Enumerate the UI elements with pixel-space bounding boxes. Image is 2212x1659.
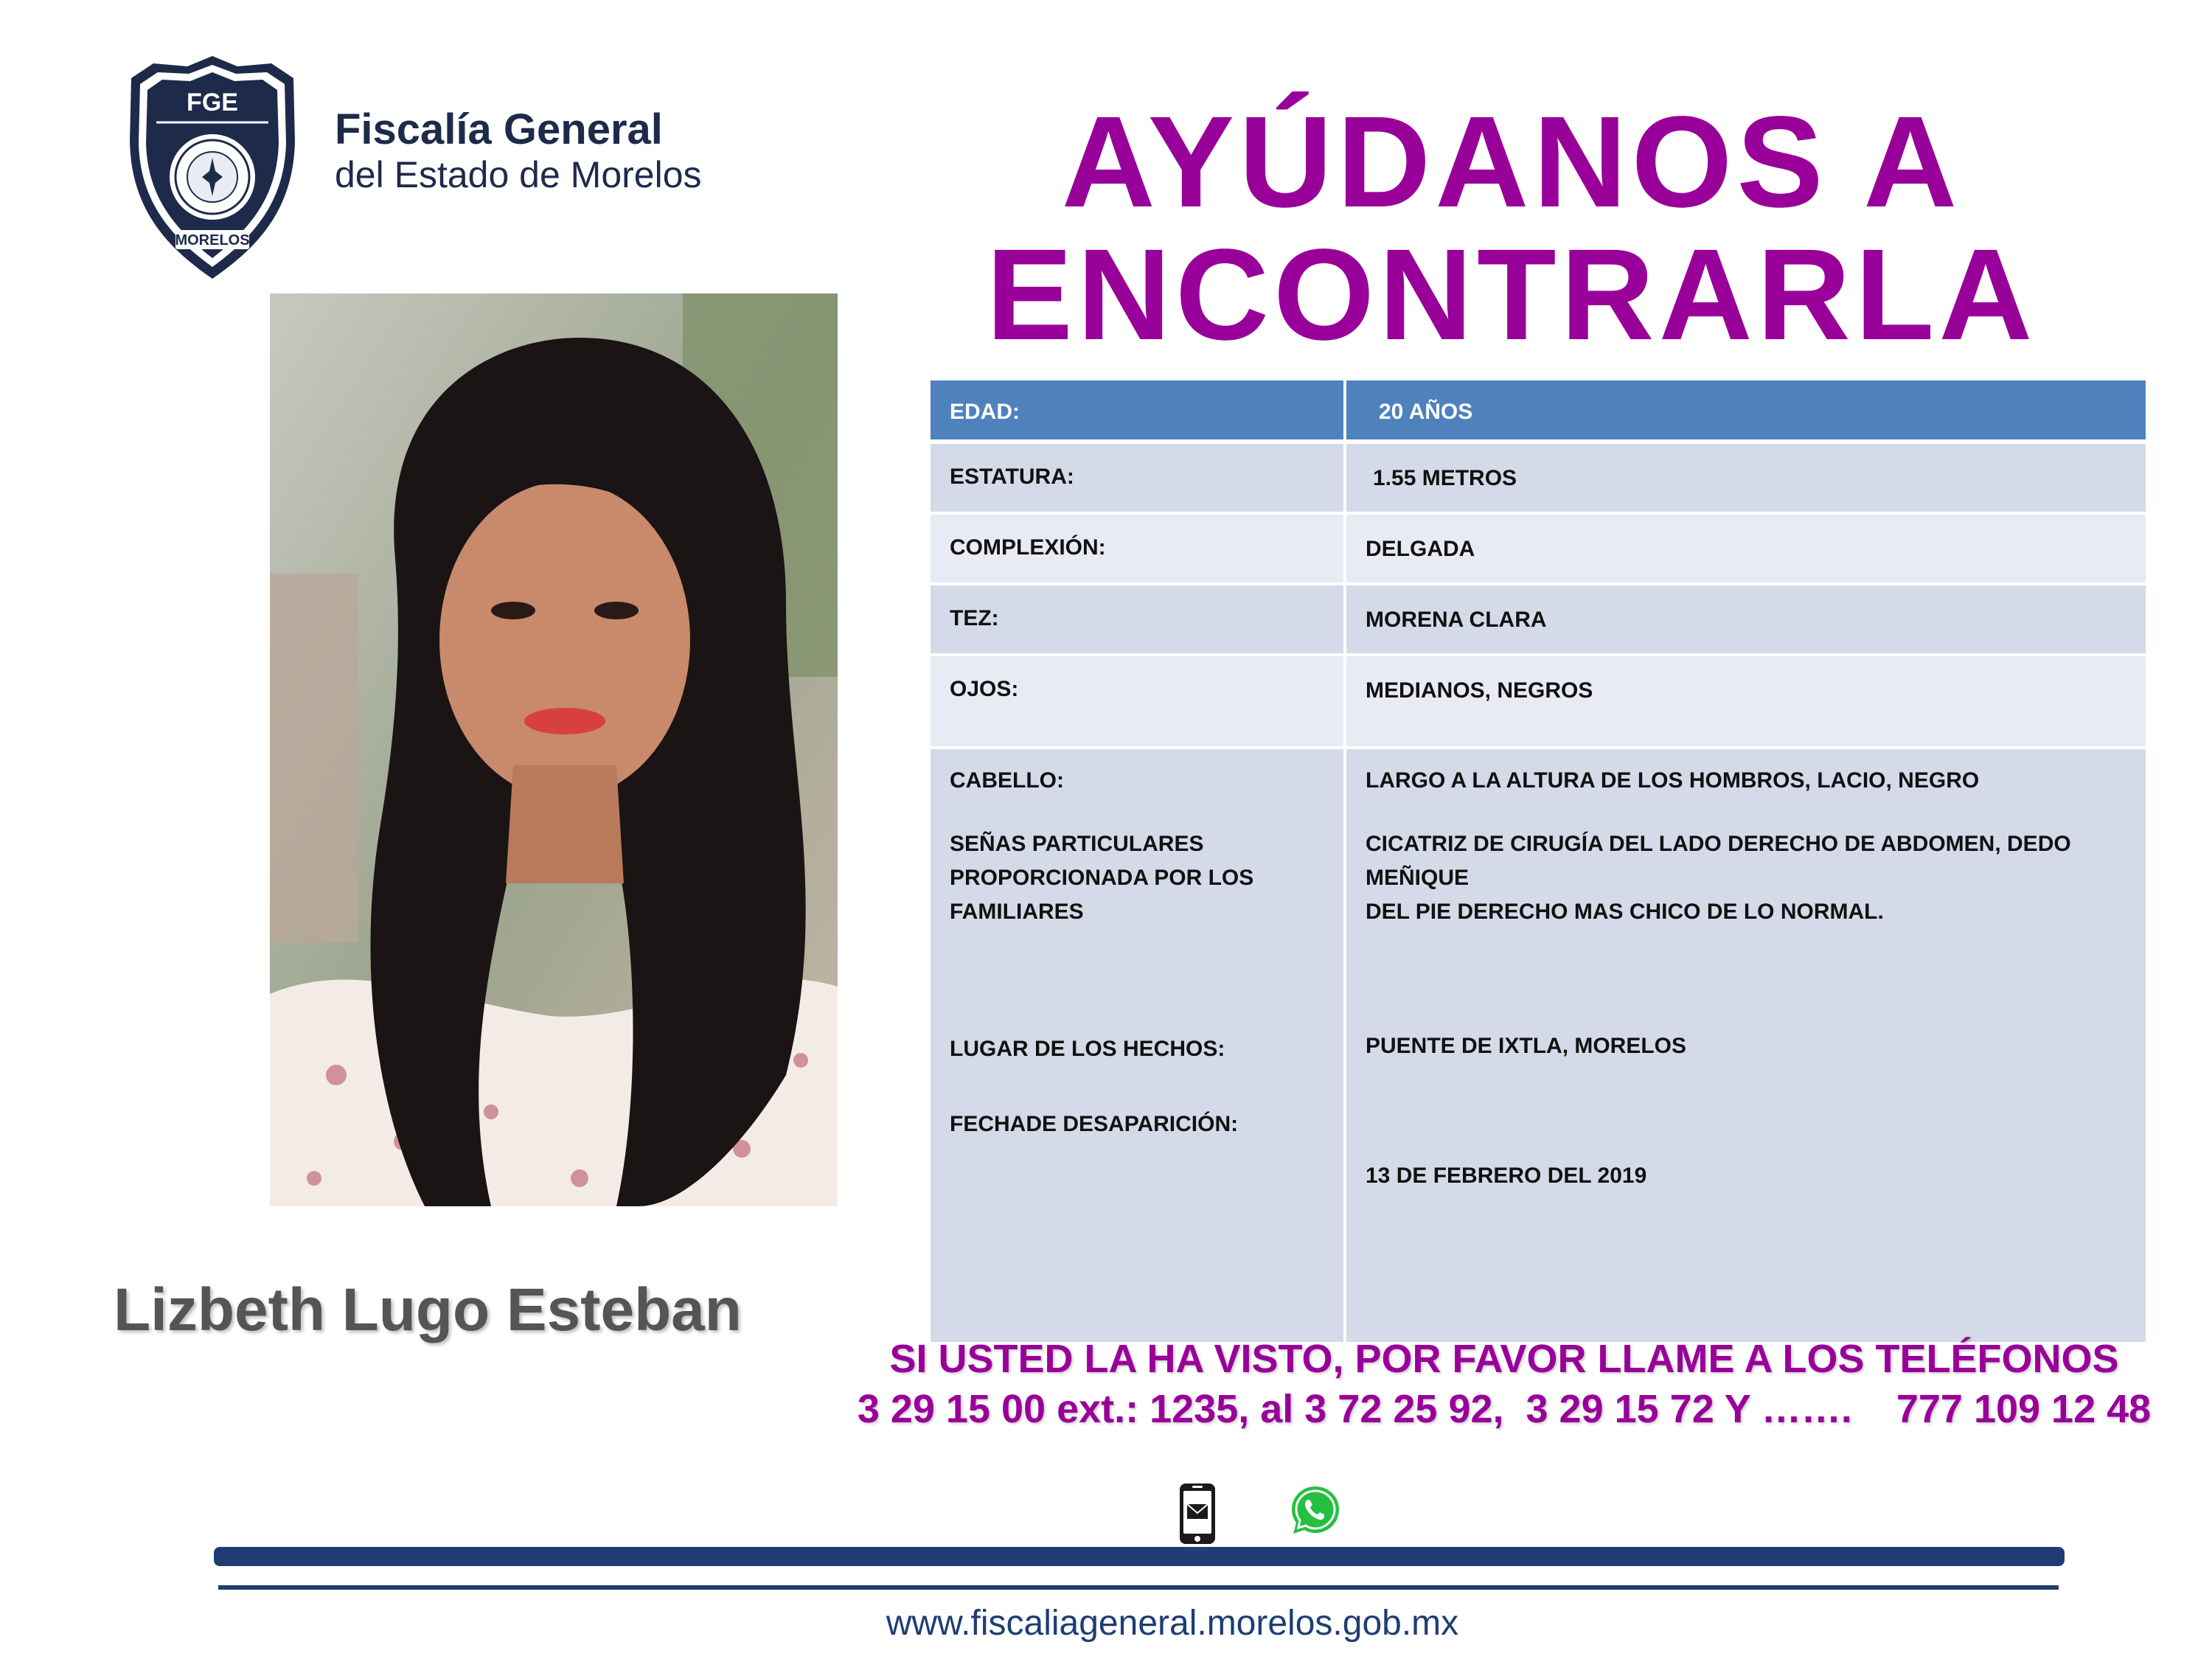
table-row [931,585,2146,653]
missing-person-name: Lizbeth Lugo Esteban [114,1276,742,1343]
headline-line-1: AYÚDANOS A [1061,90,1962,234]
label-senas-2: PROPORCIONADA POR LOS [950,866,1254,890]
fge-badge-logo [127,53,298,282]
footer-divider-thick [214,1547,2065,1566]
headline-line-2: ENCONTRARLA [986,223,2037,367]
badge-top-text: FGE [187,88,238,116]
table-row [931,749,2146,1342]
label-edad: EDAD: [931,380,1343,439]
label-estatura: ESTATURA: [931,444,1343,512]
label-tez: TEZ: [931,585,1343,653]
value-cabello: LARGO A LA ALTURA DE LOS HOMBROS, LACIO, NEGRO [1366,768,1980,793]
value-tez: MORENA CLARA [1346,585,2146,653]
label-senas-1: SEÑAS PARTICULARES [950,832,1204,856]
whatsapp-icon [1289,1484,1342,1537]
details-labels-cell [931,749,1343,1342]
details-table [931,380,2146,1342]
value-ojos: MEDIANOS, NEGROS [1346,656,2146,746]
website-link[interactable]: www.fiscaliageneral.morelos.gob.mx [886,1604,1459,1643]
value-edad: 20 AÑOS [1346,380,2146,439]
value-senas-2: DEL PIE DERECHO MAS CHICO DE LO NORMAL. [1366,900,1884,924]
footer-divider-thin [218,1585,2059,1590]
label-ojos: OJOS: [931,656,1343,746]
value-lugar: PUENTE DE IXTLA, MORELOS [1366,1034,1687,1058]
table-row [931,380,2146,439]
label-complexion: COMPLEXIÓN: [931,515,1343,582]
organization-name: Fiscalía General [335,105,663,153]
missing-person-photo [270,293,838,1206]
value-senas-1: CICATRIZ DE CIRUGÍA DEL LADO DERECHO DE ABDOMEN, DEDO MEÑIQUE [1366,832,2071,890]
phone-numbers: 3 29 15 00 ext.: 1235, al 3 72 25 92, 3 29 15 72 Y ……. 777 109 12 48 [857,1387,2152,1431]
table-row [931,656,2146,746]
label-fecha: FECHADE DESAPARICIÓN: [950,1112,1239,1136]
table-row [931,515,2146,582]
label-cabello: CABELLO: [950,768,1064,793]
value-estatura: 1.55 METROS [1346,444,2146,512]
organization-subtitle: del Estado de Morelos [335,154,702,195]
label-lugar: LUGAR DE LOS HECHOS: [950,1037,1225,1061]
value-complexion: DELGADA [1346,515,2146,582]
call-to-action: SI USTED LA HA VISTO, POR FAVOR LLAME A LOS TELÉFONOS [889,1337,2119,1381]
badge-bottom-text: MORELOS [175,232,250,248]
mobile-message-icon [1178,1482,1217,1545]
value-fecha: 13 DE FEBRERO DEL 2019 [1366,1164,1647,1188]
details-values-cell [1346,749,2146,1342]
table-row [931,444,2146,512]
label-senas-3: FAMILIARES [950,900,1084,924]
headline [959,90,2065,367]
